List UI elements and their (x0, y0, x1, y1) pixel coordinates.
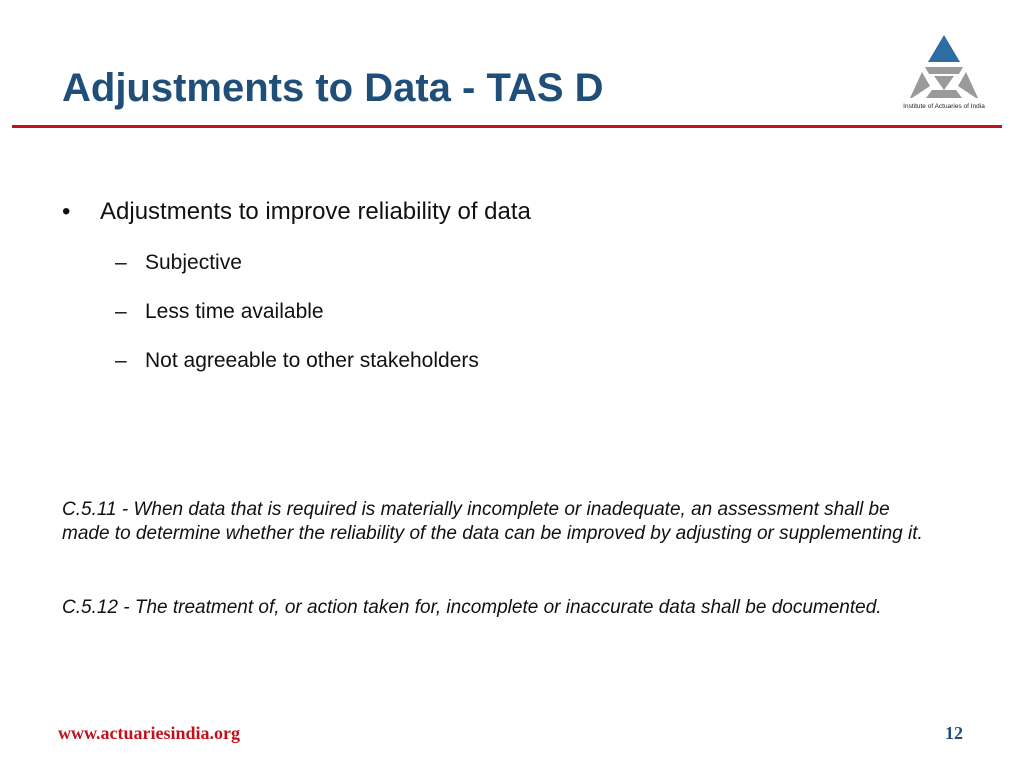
institute-logo (894, 34, 994, 118)
sub-bullet-text: Not agreeable to other stakeholders (145, 349, 479, 372)
sub-bullet-marker: – (115, 300, 127, 323)
bullet-text: Adjustments to improve reliability of data (100, 198, 531, 225)
sub-bullet-text: Less time available (145, 300, 324, 323)
institute-logo-icon (910, 34, 978, 100)
sub-bullet-item (115, 300, 324, 324)
title-divider (12, 125, 1002, 128)
sub-bullet-marker: – (115, 349, 127, 372)
footer-website-link[interactable]: www.actuariesindia.org (58, 723, 240, 743)
sub-bullet-item (115, 251, 242, 275)
bullet-item-main (62, 198, 531, 226)
logo-caption: Institute of Actuaries of India (903, 103, 985, 110)
bullet-marker: • (62, 198, 71, 225)
slide-title: Adjustments to Data - TAS D (62, 66, 604, 110)
sub-bullet-text: Subjective (145, 251, 242, 274)
sub-bullet-marker: – (115, 251, 127, 274)
standard-clause-c511: C.5.11 - When data that is required is materially incomplete or inadequate, an assessment shall be made to determine whether the reliability of the data can be improved by adjusting or supplementing it. (62, 499, 923, 544)
standard-clause-c512: C.5.12 - The treatment of, or action taken for, incomplete or inaccurate data shall be documented. (62, 597, 882, 618)
page-number: 12 (945, 723, 963, 743)
sub-bullet-item (115, 349, 479, 373)
